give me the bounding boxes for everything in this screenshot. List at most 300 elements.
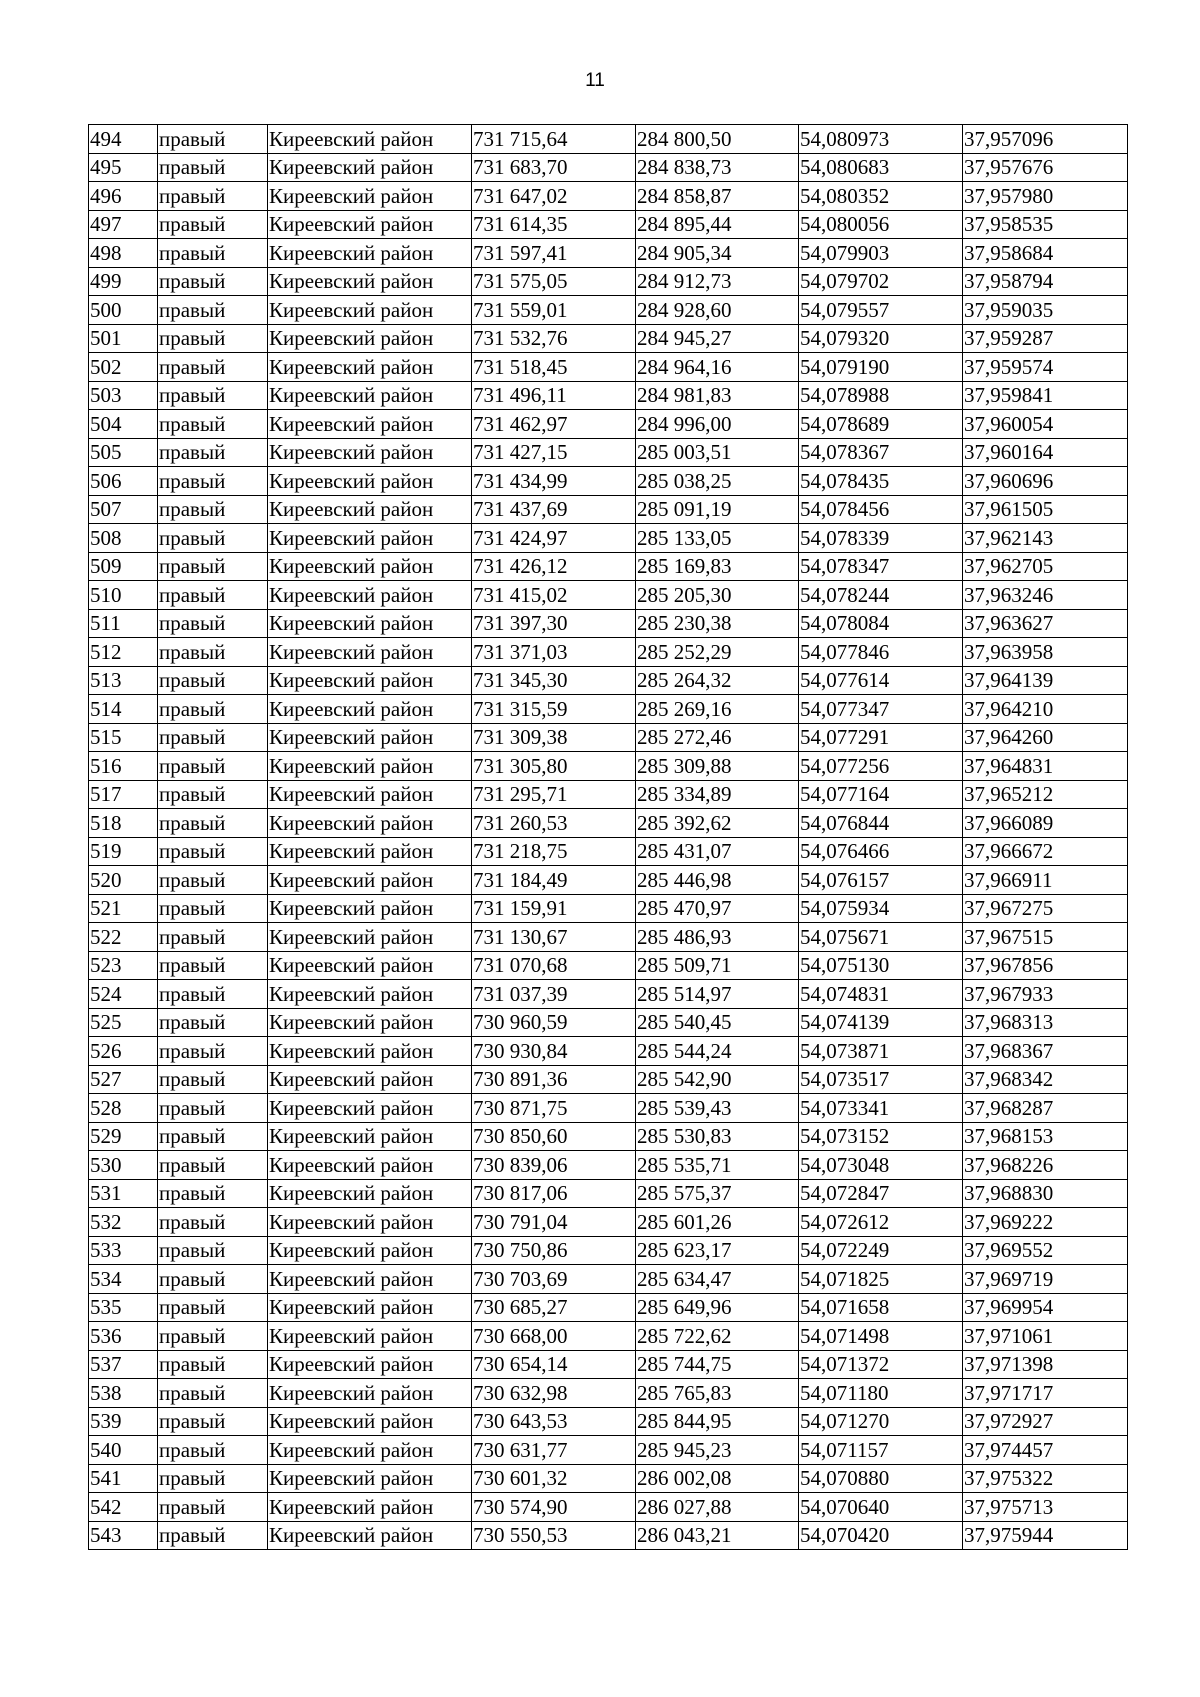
bank-cell: правый [158,438,268,467]
y-coordinate-cell: 286 002,08 [636,1464,799,1493]
x-coordinate-cell: 730 550,53 [472,1521,636,1550]
bank-cell: правый [158,1236,268,1265]
y-coordinate-cell: 285 544,24 [636,1037,799,1066]
x-coordinate-cell: 730 960,59 [472,1008,636,1037]
latitude-cell: 54,071372 [799,1350,963,1379]
district-cell: Киреевский район [268,866,472,895]
x-coordinate-cell: 731 130,67 [472,923,636,952]
bank-cell: правый [158,1179,268,1208]
district-cell: Киреевский район [268,780,472,809]
table-row [89,866,1128,895]
x-coordinate-cell: 730 750,86 [472,1236,636,1265]
district-cell: Киреевский район [268,1065,472,1094]
longitude-cell: 37,958684 [963,239,1128,268]
y-coordinate-cell: 284 964,16 [636,353,799,382]
y-coordinate-cell: 285 470,97 [636,894,799,923]
longitude-cell: 37,966089 [963,809,1128,838]
longitude-cell: 37,967515 [963,923,1128,952]
x-coordinate-cell: 731 427,15 [472,438,636,467]
x-coordinate-cell: 731 647,02 [472,182,636,211]
table-row [89,125,1128,154]
latitude-cell: 54,071825 [799,1265,963,1294]
y-coordinate-cell: 286 043,21 [636,1521,799,1550]
table-row [89,1493,1128,1522]
x-coordinate-cell: 730 632,98 [472,1379,636,1408]
district-cell: Киреевский район [268,1493,472,1522]
y-coordinate-cell: 285 722,62 [636,1322,799,1351]
point-number-cell: 521 [89,894,158,923]
x-coordinate-cell: 731 184,49 [472,866,636,895]
bank-cell: правый [158,210,268,239]
y-coordinate-cell: 285 230,38 [636,609,799,638]
district-cell: Киреевский район [268,267,472,296]
table-row [89,1151,1128,1180]
longitude-cell: 37,971717 [963,1379,1128,1408]
longitude-cell: 37,974457 [963,1436,1128,1465]
point-number-cell: 500 [89,296,158,325]
x-coordinate-cell: 731 715,64 [472,125,636,154]
longitude-cell: 37,964831 [963,752,1128,781]
latitude-cell: 54,077256 [799,752,963,781]
district-cell: Киреевский район [268,1122,472,1151]
district-cell: Киреевский район [268,581,472,610]
x-coordinate-cell: 731 037,39 [472,980,636,1009]
point-number-cell: 527 [89,1065,158,1094]
y-coordinate-cell: 284 996,00 [636,410,799,439]
latitude-cell: 54,070880 [799,1464,963,1493]
latitude-cell: 54,072612 [799,1208,963,1237]
latitude-cell: 54,078244 [799,581,963,610]
bank-cell: правый [158,1350,268,1379]
district-cell: Киреевский район [268,666,472,695]
point-number-cell: 511 [89,609,158,638]
latitude-cell: 54,072249 [799,1236,963,1265]
table-row [89,1094,1128,1123]
point-number-cell: 514 [89,695,158,724]
district-cell: Киреевский район [268,1521,472,1550]
table-row [89,951,1128,980]
district-cell: Киреевский район [268,552,472,581]
y-coordinate-cell: 285 540,45 [636,1008,799,1037]
x-coordinate-cell: 731 315,59 [472,695,636,724]
y-coordinate-cell: 285 392,62 [636,809,799,838]
x-coordinate-cell: 731 345,30 [472,666,636,695]
district-cell: Киреевский район [268,1151,472,1180]
district-cell: Киреевский район [268,467,472,496]
y-coordinate-cell: 285 205,30 [636,581,799,610]
table-row [89,638,1128,667]
table-row [89,1521,1128,1550]
district-cell: Киреевский район [268,609,472,638]
bank-cell: правый [158,125,268,154]
x-coordinate-cell: 731 496,11 [472,381,636,410]
x-coordinate-cell: 731 218,75 [472,837,636,866]
y-coordinate-cell: 285 334,89 [636,780,799,809]
bank-cell: правый [158,239,268,268]
point-number-cell: 520 [89,866,158,895]
x-coordinate-cell: 731 597,41 [472,239,636,268]
latitude-cell: 54,073871 [799,1037,963,1066]
x-coordinate-cell: 730 654,14 [472,1350,636,1379]
bank-cell: правый [158,923,268,952]
latitude-cell: 54,071658 [799,1293,963,1322]
point-number-cell: 528 [89,1094,158,1123]
point-number-cell: 526 [89,1037,158,1066]
y-coordinate-cell: 285 446,98 [636,866,799,895]
point-number-cell: 501 [89,324,158,353]
x-coordinate-cell: 731 518,45 [472,353,636,382]
latitude-cell: 54,076466 [799,837,963,866]
point-number-cell: 517 [89,780,158,809]
table-row [89,581,1128,610]
y-coordinate-cell: 284 895,44 [636,210,799,239]
bank-cell: правый [158,495,268,524]
district-cell: Киреевский район [268,438,472,467]
table-row [89,837,1128,866]
point-number-cell: 533 [89,1236,158,1265]
district-cell: Киреевский район [268,1407,472,1436]
table-row [89,1464,1128,1493]
latitude-cell: 54,076157 [799,866,963,895]
table-row [89,1322,1128,1351]
longitude-cell: 37,957676 [963,153,1128,182]
point-number-cell: 541 [89,1464,158,1493]
longitude-cell: 37,968153 [963,1122,1128,1151]
table-row [89,1037,1128,1066]
x-coordinate-cell: 731 309,38 [472,723,636,752]
table-row [89,980,1128,1009]
table-row [89,1208,1128,1237]
latitude-cell: 54,077614 [799,666,963,695]
latitude-cell: 54,079557 [799,296,963,325]
y-coordinate-cell: 285 272,46 [636,723,799,752]
y-coordinate-cell: 285 431,07 [636,837,799,866]
y-coordinate-cell: 284 800,50 [636,125,799,154]
x-coordinate-cell: 731 426,12 [472,552,636,581]
district-cell: Киреевский район [268,1179,472,1208]
district-cell: Киреевский район [268,1094,472,1123]
point-number-cell: 510 [89,581,158,610]
table-row [89,239,1128,268]
x-coordinate-cell: 730 930,84 [472,1037,636,1066]
longitude-cell: 37,960054 [963,410,1128,439]
point-number-cell: 497 [89,210,158,239]
table-row [89,353,1128,382]
x-coordinate-cell: 730 703,69 [472,1265,636,1294]
y-coordinate-cell: 284 945,27 [636,324,799,353]
y-coordinate-cell: 285 003,51 [636,438,799,467]
table-row [89,153,1128,182]
bank-cell: правый [158,267,268,296]
latitude-cell: 54,078339 [799,524,963,553]
longitude-cell: 37,959841 [963,381,1128,410]
x-coordinate-cell: 730 601,32 [472,1464,636,1493]
y-coordinate-cell: 284 928,60 [636,296,799,325]
bank-cell: правый [158,894,268,923]
point-number-cell: 503 [89,381,158,410]
bank-cell: правый [158,809,268,838]
bank-cell: правый [158,581,268,610]
point-number-cell: 538 [89,1379,158,1408]
longitude-cell: 37,958535 [963,210,1128,239]
point-number-cell: 516 [89,752,158,781]
point-number-cell: 519 [89,837,158,866]
longitude-cell: 37,969719 [963,1265,1128,1294]
district-cell: Киреевский район [268,524,472,553]
latitude-cell: 54,078367 [799,438,963,467]
bank-cell: правый [158,666,268,695]
y-coordinate-cell: 285 623,17 [636,1236,799,1265]
bank-cell: правый [158,1265,268,1294]
y-coordinate-cell: 285 309,88 [636,752,799,781]
bank-cell: правый [158,695,268,724]
longitude-cell: 37,964260 [963,723,1128,752]
point-number-cell: 513 [89,666,158,695]
table-row [89,609,1128,638]
bank-cell: правый [158,1493,268,1522]
x-coordinate-cell: 730 839,06 [472,1151,636,1180]
district-cell: Киреевский район [268,1293,472,1322]
y-coordinate-cell: 285 038,25 [636,467,799,496]
bank-cell: правый [158,1436,268,1465]
table-row [89,780,1128,809]
table-row [89,296,1128,325]
latitude-cell: 54,072847 [799,1179,963,1208]
latitude-cell: 54,077846 [799,638,963,667]
table-row [89,324,1128,353]
latitude-cell: 54,074139 [799,1008,963,1037]
longitude-cell: 37,966672 [963,837,1128,866]
bank-cell: правый [158,638,268,667]
bank-cell: правый [158,1065,268,1094]
x-coordinate-cell: 731 434,99 [472,467,636,496]
bank-cell: правый [158,324,268,353]
bank-cell: правый [158,1464,268,1493]
bank-cell: правый [158,609,268,638]
latitude-cell: 54,077164 [799,780,963,809]
district-cell: Киреевский район [268,923,472,952]
district-cell: Киреевский район [268,894,472,923]
x-coordinate-cell: 731 462,97 [472,410,636,439]
bank-cell: правый [158,153,268,182]
latitude-cell: 54,073517 [799,1065,963,1094]
y-coordinate-cell: 285 765,83 [636,1379,799,1408]
district-cell: Киреевский район [268,1236,472,1265]
longitude-cell: 37,975713 [963,1493,1128,1522]
table-row [89,666,1128,695]
longitude-cell: 37,960164 [963,438,1128,467]
y-coordinate-cell: 285 264,32 [636,666,799,695]
latitude-cell: 54,071498 [799,1322,963,1351]
x-coordinate-cell: 731 437,69 [472,495,636,524]
x-coordinate-cell: 730 791,04 [472,1208,636,1237]
bank-cell: правый [158,1151,268,1180]
y-coordinate-cell: 285 649,96 [636,1293,799,1322]
table-row [89,1065,1128,1094]
point-number-cell: 505 [89,438,158,467]
point-number-cell: 531 [89,1179,158,1208]
table-row [89,894,1128,923]
bank-cell: правый [158,296,268,325]
table-row [89,495,1128,524]
x-coordinate-cell: 731 397,30 [472,609,636,638]
table-row [89,552,1128,581]
table-row [89,809,1128,838]
y-coordinate-cell: 285 535,71 [636,1151,799,1180]
point-number-cell: 524 [89,980,158,1009]
table-row [89,1379,1128,1408]
longitude-cell: 37,957096 [963,125,1128,154]
bank-cell: правый [158,951,268,980]
latitude-cell: 54,078084 [799,609,963,638]
latitude-cell: 54,071270 [799,1407,963,1436]
longitude-cell: 37,967933 [963,980,1128,1009]
table-row [89,524,1128,553]
y-coordinate-cell: 285 169,83 [636,552,799,581]
y-coordinate-cell: 285 091,19 [636,495,799,524]
district-cell: Киреевский район [268,1037,472,1066]
point-number-cell: 522 [89,923,158,952]
table-row [89,1293,1128,1322]
point-number-cell: 508 [89,524,158,553]
latitude-cell: 54,078689 [799,410,963,439]
page-number: 11 [585,70,605,91]
point-number-cell: 502 [89,353,158,382]
bank-cell: правый [158,1322,268,1351]
table-row [89,410,1128,439]
y-coordinate-cell: 285 844,95 [636,1407,799,1436]
table-row [89,210,1128,239]
latitude-cell: 54,078456 [799,495,963,524]
bank-cell: правый [158,1122,268,1151]
longitude-cell: 37,963627 [963,609,1128,638]
y-coordinate-cell: 285 530,83 [636,1122,799,1151]
longitude-cell: 37,967275 [963,894,1128,923]
x-coordinate-cell: 730 891,36 [472,1065,636,1094]
bank-cell: правый [158,410,268,439]
y-coordinate-cell: 286 027,88 [636,1493,799,1522]
longitude-cell: 37,959035 [963,296,1128,325]
point-number-cell: 542 [89,1493,158,1522]
district-cell: Киреевский район [268,809,472,838]
x-coordinate-cell: 730 643,53 [472,1407,636,1436]
bank-cell: правый [158,524,268,553]
district-cell: Киреевский район [268,1379,472,1408]
y-coordinate-cell: 285 486,93 [636,923,799,952]
table-row [89,752,1128,781]
bank-cell: правый [158,381,268,410]
coordinates-table [88,124,1128,1550]
bank-cell: правый [158,752,268,781]
y-coordinate-cell: 285 539,43 [636,1094,799,1123]
table-row [89,1179,1128,1208]
point-number-cell: 499 [89,267,158,296]
latitude-cell: 54,080056 [799,210,963,239]
latitude-cell: 54,080352 [799,182,963,211]
x-coordinate-cell: 731 424,97 [472,524,636,553]
bank-cell: правый [158,1293,268,1322]
latitude-cell: 54,077347 [799,695,963,724]
district-cell: Киреевский район [268,1436,472,1465]
x-coordinate-cell: 731 070,68 [472,951,636,980]
latitude-cell: 54,079190 [799,353,963,382]
table-row [89,695,1128,724]
y-coordinate-cell: 284 905,34 [636,239,799,268]
district-cell: Киреевский район [268,410,472,439]
table-row [89,182,1128,211]
latitude-cell: 54,074831 [799,980,963,1009]
point-number-cell: 518 [89,809,158,838]
x-coordinate-cell: 731 575,05 [472,267,636,296]
table-row [89,1008,1128,1037]
y-coordinate-cell: 285 945,23 [636,1436,799,1465]
longitude-cell: 37,975322 [963,1464,1128,1493]
y-coordinate-cell: 284 912,73 [636,267,799,296]
longitude-cell: 37,960696 [963,467,1128,496]
point-number-cell: 543 [89,1521,158,1550]
district-cell: Киреевский район [268,752,472,781]
bank-cell: правый [158,467,268,496]
bank-cell: правый [158,980,268,1009]
longitude-cell: 37,968830 [963,1179,1128,1208]
latitude-cell: 54,075671 [799,923,963,952]
longitude-cell: 37,969222 [963,1208,1128,1237]
y-coordinate-cell: 285 601,26 [636,1208,799,1237]
y-coordinate-cell: 285 509,71 [636,951,799,980]
point-number-cell: 507 [89,495,158,524]
district-cell: Киреевский район [268,296,472,325]
x-coordinate-cell: 731 305,80 [472,752,636,781]
longitude-cell: 37,963246 [963,581,1128,610]
latitude-cell: 54,070640 [799,1493,963,1522]
point-number-cell: 496 [89,182,158,211]
latitude-cell: 54,078435 [799,467,963,496]
table-row [89,1236,1128,1265]
latitude-cell: 54,078347 [799,552,963,581]
point-number-cell: 539 [89,1407,158,1436]
bank-cell: правый [158,780,268,809]
district-cell: Киреевский район [268,153,472,182]
x-coordinate-cell: 731 415,02 [472,581,636,610]
latitude-cell: 54,079320 [799,324,963,353]
x-coordinate-cell: 730 850,60 [472,1122,636,1151]
x-coordinate-cell: 730 574,90 [472,1493,636,1522]
y-coordinate-cell: 285 634,47 [636,1265,799,1294]
table-row [89,267,1128,296]
longitude-cell: 37,961505 [963,495,1128,524]
district-cell: Киреевский район [268,1008,472,1037]
point-number-cell: 494 [89,125,158,154]
point-number-cell: 536 [89,1322,158,1351]
district-cell: Киреевский район [268,381,472,410]
y-coordinate-cell: 285 269,16 [636,695,799,724]
longitude-cell: 37,971061 [963,1322,1128,1351]
point-number-cell: 512 [89,638,158,667]
x-coordinate-cell: 730 685,27 [472,1293,636,1322]
latitude-cell: 54,077291 [799,723,963,752]
longitude-cell: 37,972927 [963,1407,1128,1436]
y-coordinate-cell: 285 744,75 [636,1350,799,1379]
point-number-cell: 509 [89,552,158,581]
table-row [89,381,1128,410]
y-coordinate-cell: 284 838,73 [636,153,799,182]
latitude-cell: 54,071180 [799,1379,963,1408]
latitude-cell: 54,079702 [799,267,963,296]
district-cell: Киреевский район [268,1208,472,1237]
longitude-cell: 37,971398 [963,1350,1128,1379]
district-cell: Киреевский район [268,951,472,980]
y-coordinate-cell: 285 542,90 [636,1065,799,1094]
